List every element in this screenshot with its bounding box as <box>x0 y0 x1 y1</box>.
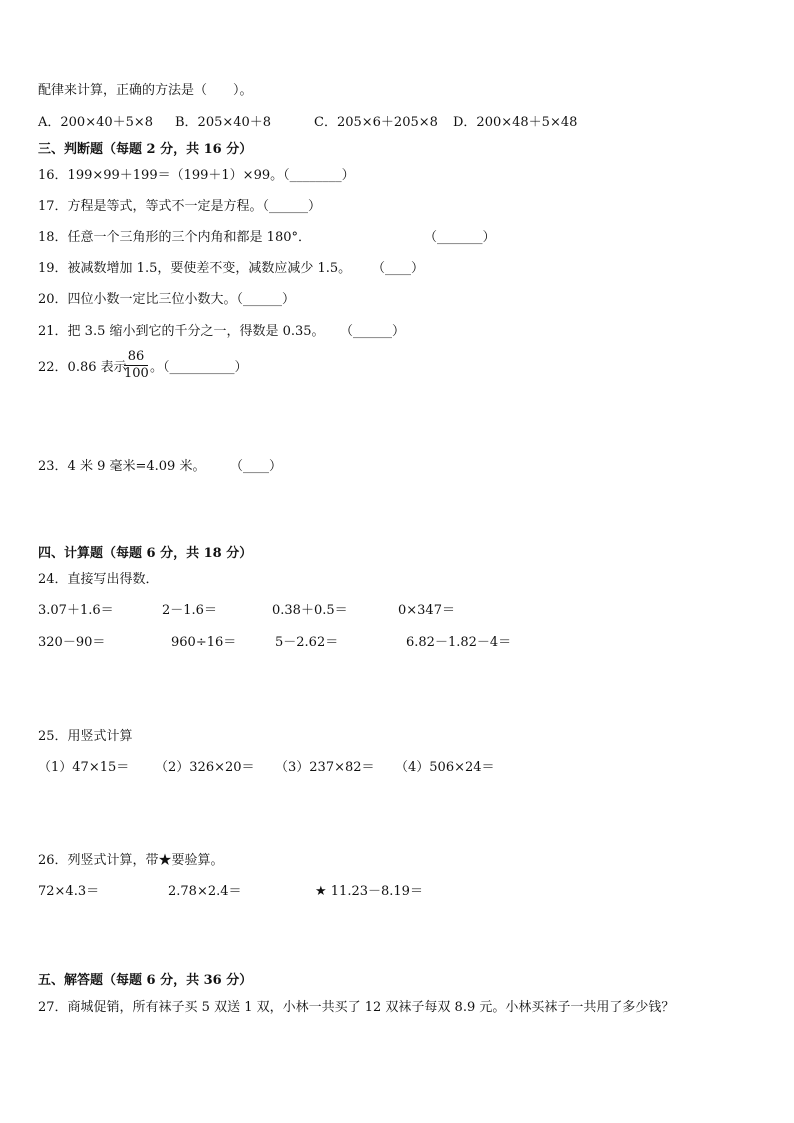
question-16: 16．199×99＋199＝（199＋1）×99。（________） <box>38 168 355 183</box>
fraction-denominator: 100 <box>124 366 149 381</box>
question-21: 21．把 3.5 缩小到它的千分之一，得数是 0.35。 <box>38 324 325 339</box>
q15-option-d: D．200×48＋5×48 <box>453 115 578 130</box>
question-25-title: 25．用竖式计算 <box>38 729 133 744</box>
calc-item: 0×347＝ <box>398 603 455 618</box>
q15-option-b: B．205×40＋8 <box>175 115 272 130</box>
question-18: 18．任意一个三角形的三个内角和都是 180°． <box>38 230 311 245</box>
vertical-calc-item: ★ 11.23－8.19＝ <box>315 884 423 899</box>
calc-item: 6.82－1.82－4＝ <box>406 635 512 650</box>
calc-item: 320－90＝ <box>38 635 106 650</box>
section-heading-word-problems: 五、解答题（每题 6 分，共 36 分） <box>38 973 253 988</box>
question-20: 20．四位小数一定比三位小数大。（______） <box>38 292 296 307</box>
question-22-prefix: 22．0.86 表示 <box>38 360 127 375</box>
section-heading-judgement: 三、判断题（每题 2 分，共 16 分） <box>38 142 253 157</box>
vertical-calc-item: （2）326×20＝ <box>155 760 255 775</box>
question-23: 23．4 米 9 毫米=4.09 米。 <box>38 459 206 474</box>
vertical-calc-item: 2.78×2.4＝ <box>168 884 242 899</box>
fraction-86-100 <box>124 350 148 381</box>
answer-blank-21[interactable]: （______） <box>340 324 406 339</box>
question-27: 27．商城促销，所有袜子买 5 双送 1 双，小林一共买了 12 双袜子每双 8.9 元。小林买袜子一共用了多少钱？ <box>38 1000 675 1015</box>
answer-blank-19[interactable]: （____） <box>372 261 425 276</box>
answer-blank-18[interactable]: （_______） <box>424 230 496 245</box>
vertical-calc-item: 72×4.3＝ <box>38 884 100 899</box>
answer-blank-23[interactable]: （____） <box>230 459 283 474</box>
question-19: 19．被减数增加 1.5，要使差不变，减数应减少 1.5。 <box>38 261 352 276</box>
vertical-calc-item: （3）237×82＝ <box>275 760 375 775</box>
calc-item: 3.07＋1.6＝ <box>38 603 114 618</box>
q15-option-a: A．200×40＋5×8 <box>38 115 154 130</box>
calc-item: 5－2.62＝ <box>275 635 339 650</box>
question-26-title: 26．列竖式计算，带★要验算。 <box>38 853 224 868</box>
calc-item: 2－1.6＝ <box>162 603 217 618</box>
q15-option-c: C．205×6＋205×8 <box>314 115 438 130</box>
question-24-title: 24．直接写出得数． <box>38 572 159 587</box>
calc-item: 0.38＋0.5＝ <box>272 603 348 618</box>
calc-item: 960÷16＝ <box>171 635 237 650</box>
vertical-calc-item: （1）47×15＝ <box>38 760 130 775</box>
vertical-calc-item: （4）506×24＝ <box>395 760 495 775</box>
section-heading-calculation: 四、计算题（每题 6 分，共 18 分） <box>38 546 253 561</box>
q15-stem-tail: 配律来计算，正确的方法是（ ）。 <box>38 83 253 98</box>
question-22-suffix: 。（__________） <box>150 360 248 375</box>
fraction-numerator: 86 <box>124 350 148 366</box>
question-17: 17．方程是等式，等式不一定是方程。（______） <box>38 199 322 214</box>
